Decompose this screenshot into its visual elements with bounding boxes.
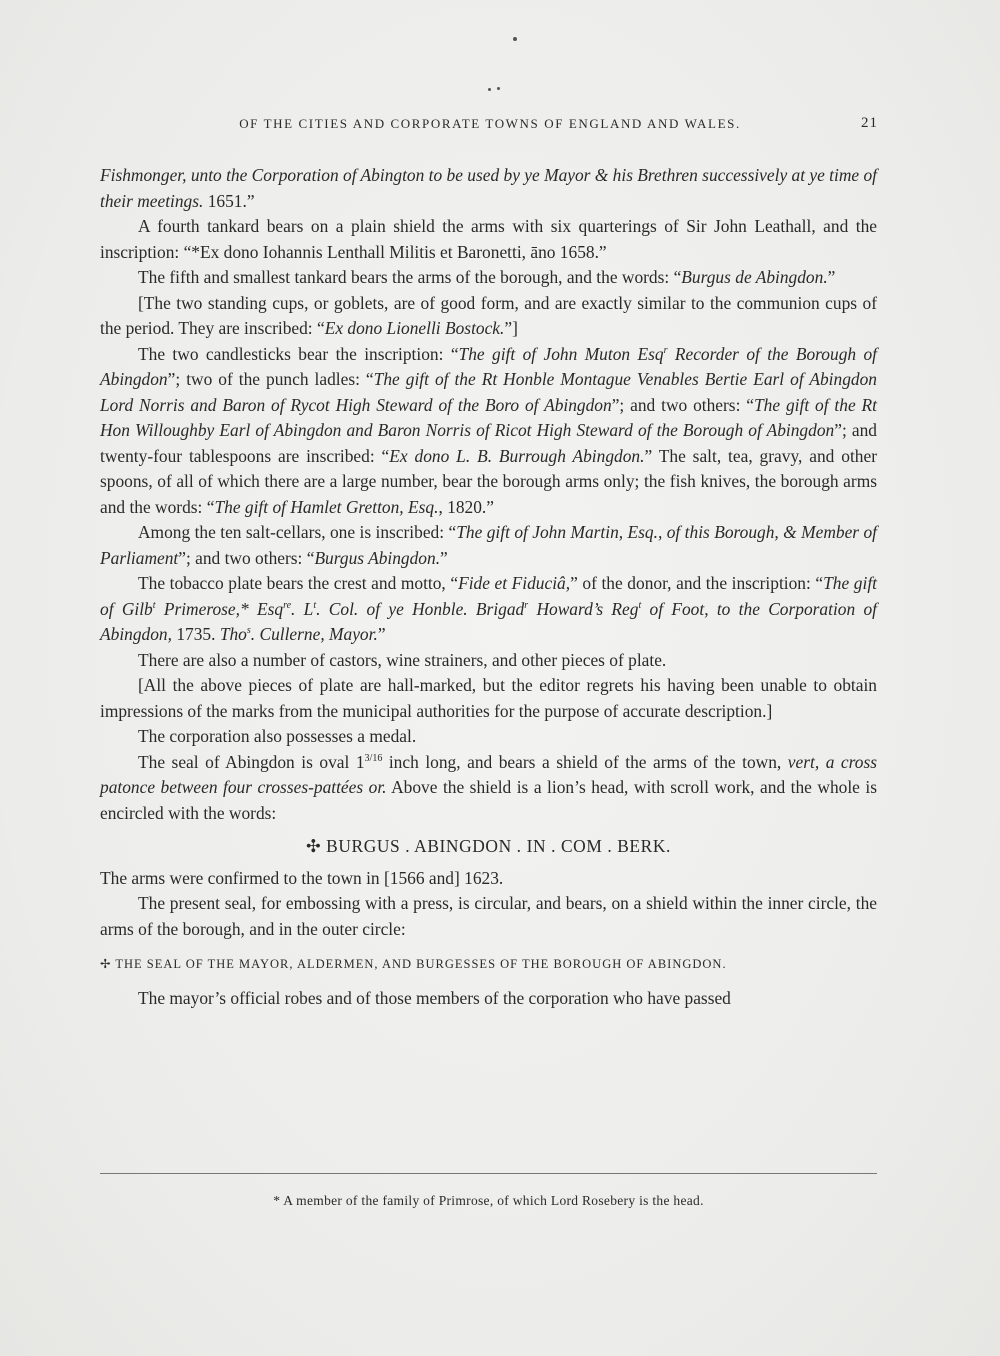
text-run: . Col. of ye Honble. Brigad xyxy=(316,598,525,619)
text-run: Above the shield is a lion’s head, with scroll work, and the whole is encircled with the words: xyxy=(100,777,877,823)
print-speck xyxy=(497,87,500,90)
running-header xyxy=(100,116,880,132)
superscript: re xyxy=(283,599,292,611)
paragraph xyxy=(100,750,877,827)
text-run: Among the ten salt-cellars, one is inscribed: “ xyxy=(138,522,457,542)
text-run: ” xyxy=(377,624,386,644)
paragraph xyxy=(100,291,877,342)
superscript: r xyxy=(663,344,668,356)
superscript: r xyxy=(524,599,529,611)
body-text xyxy=(100,163,877,1011)
text-run: The fifth and smallest tankard bears the arms of the borough, and the words: “ xyxy=(138,267,682,287)
paragraph xyxy=(100,571,877,648)
paragraph: A fourth tankard bears on a plain shield the arms with six quarterings of Sir John Leathall, and the inscription: “*Ex dono Iohannis Lenthall Militis et Baronetti, āno 1658.” xyxy=(100,216,877,262)
text-run: ”; and two others: “ xyxy=(611,394,754,415)
text-run: ” xyxy=(827,267,836,287)
text-run: Tho xyxy=(219,624,247,644)
text-run: The two candlesticks bear the inscription: “ xyxy=(138,343,459,364)
text-run: ”; two of the punch ladles: “ xyxy=(167,369,374,389)
text-run: ” xyxy=(440,547,448,568)
italic-text: Fide et Fiduciâ, xyxy=(458,573,571,593)
text-run: Primerose,* Esq xyxy=(155,598,284,619)
footnote: * A member of the family of Primrose, of which Lord Rosebery is the head. xyxy=(273,1193,704,1208)
text-run: . L xyxy=(291,598,314,619)
text-run: [The two standing cups, or goblets, are of good form, and are exactly similar to the communion cups of the period. They are inscribed: “ xyxy=(100,292,877,338)
print-speck xyxy=(513,37,517,41)
paragraph: [All the above pieces of plate are hall-marked, but the editor regrets his having been unable to obtain impressions of the marks from the municipal authorities for the purpose of accurate description.] xyxy=(100,675,877,721)
text-run: 1735. xyxy=(171,624,220,644)
fraction: 3/16 xyxy=(364,752,383,764)
italic-text: The gift of the Rt Hon Willoughby Earl of Abingdon and Baron Norris of Ricot High Steward of the Borough of Abingdon xyxy=(100,394,877,440)
paragraph: The mayor’s official robes and of those members of the corporation who have passed xyxy=(138,987,731,1008)
text-run: The gift of Gilb xyxy=(100,573,877,619)
running-title: OF THE CITIES AND CORPORATE TOWNS OF ENGLAND AND WALES. xyxy=(239,116,741,131)
text-run: ”] xyxy=(504,318,518,338)
superscript: t xyxy=(638,599,642,611)
text-run: The tobacco plate bears the crest and motto, “ xyxy=(138,573,459,593)
paragraph: The corporation also possesses a medal. xyxy=(138,726,417,746)
italic-text: The gift of Hamlet Gretton, Esq. xyxy=(214,496,439,517)
text-run: Howard’s Reg xyxy=(528,598,639,619)
paragraph: The present seal, for embossing with a press, is circular, and bears, on a shield within the inner circle, the arms of the borough, and in the outer circle: xyxy=(100,893,877,939)
italic-text: The gift of John Martin, Esq., of this Borough, & Member of Parliament xyxy=(100,522,877,568)
superscript: t xyxy=(313,599,317,611)
text-run: of Foot, to the Corporation of Abingdon, xyxy=(100,598,878,644)
paragraph: There are also a number of castors, wine strainers, and other pieces of plate. xyxy=(138,649,667,670)
text-run: 1651.” xyxy=(203,190,255,211)
paragraph xyxy=(100,163,877,214)
italic-text: vert, a cross patonce between four crosses-pattées or. xyxy=(100,751,877,797)
print-speck xyxy=(488,88,491,91)
italic-text: Burgus Abingdon. xyxy=(314,547,441,568)
text-run: The gift of John Muton Esq xyxy=(458,343,664,364)
text-run: . Cullerne, Mayor. xyxy=(250,624,378,644)
footnote-divider xyxy=(100,1173,877,1174)
italic-text: Ex dono L. B. Burrough Abingdon. xyxy=(389,445,645,466)
page-number: 21 xyxy=(861,115,878,131)
seal-legend-oval: ✣ BURGUS . ABINGDON . IN . COM . BERK. xyxy=(306,836,671,856)
italic-text: Fishmonger, unto the Corporation of Abington to be used by ye Mayor & his Brethren successively at ye time of their meetings. xyxy=(100,165,877,211)
text-run: , 1820.” xyxy=(438,496,494,517)
text-run: Recorder of the Borough of Abingdon xyxy=(100,343,877,389)
text-run: ”; and twenty-four tablespoons are inscribed: “ xyxy=(100,420,877,466)
seal-legend-circular: ✢ THE SEAL OF THE MAYOR, ALDERMEN, AND BURGESSES OF THE BOROUGH OF ABINGDON. xyxy=(100,957,727,971)
italic-text: The gift of the Rt Honble Montague Venables Bertie Earl of Abingdon Lord Norris and Baron of Rycot High Steward of the Boro of Abingdon xyxy=(100,369,877,415)
superscript: t xyxy=(152,599,156,611)
paragraph xyxy=(100,520,877,571)
text-run: inch long, and bears a shield of the arms of the town, xyxy=(382,751,788,772)
superscript: s xyxy=(246,625,251,637)
paragraph: The arms were confirmed to the town in [1566 and] 1623. xyxy=(100,867,504,888)
paragraph xyxy=(100,265,877,291)
italic-text xyxy=(220,624,378,644)
text-run: ” The salt, tea, gravy, and other spoons, of all of which there are a large number, bear the borough arms only; the fish knives, the borough arms and the words: “ xyxy=(100,445,877,517)
text-run: ”; and two others: “ xyxy=(178,547,315,568)
italic-text: Burgus de Abingdon. xyxy=(681,267,828,287)
italic-text: Ex dono Lionelli Bostock. xyxy=(324,318,505,338)
paragraph xyxy=(100,342,877,521)
text-run: ” of the donor, and the inscription: “ xyxy=(570,573,824,593)
text-run: The seal of Abingdon is oval 1 xyxy=(138,751,365,772)
